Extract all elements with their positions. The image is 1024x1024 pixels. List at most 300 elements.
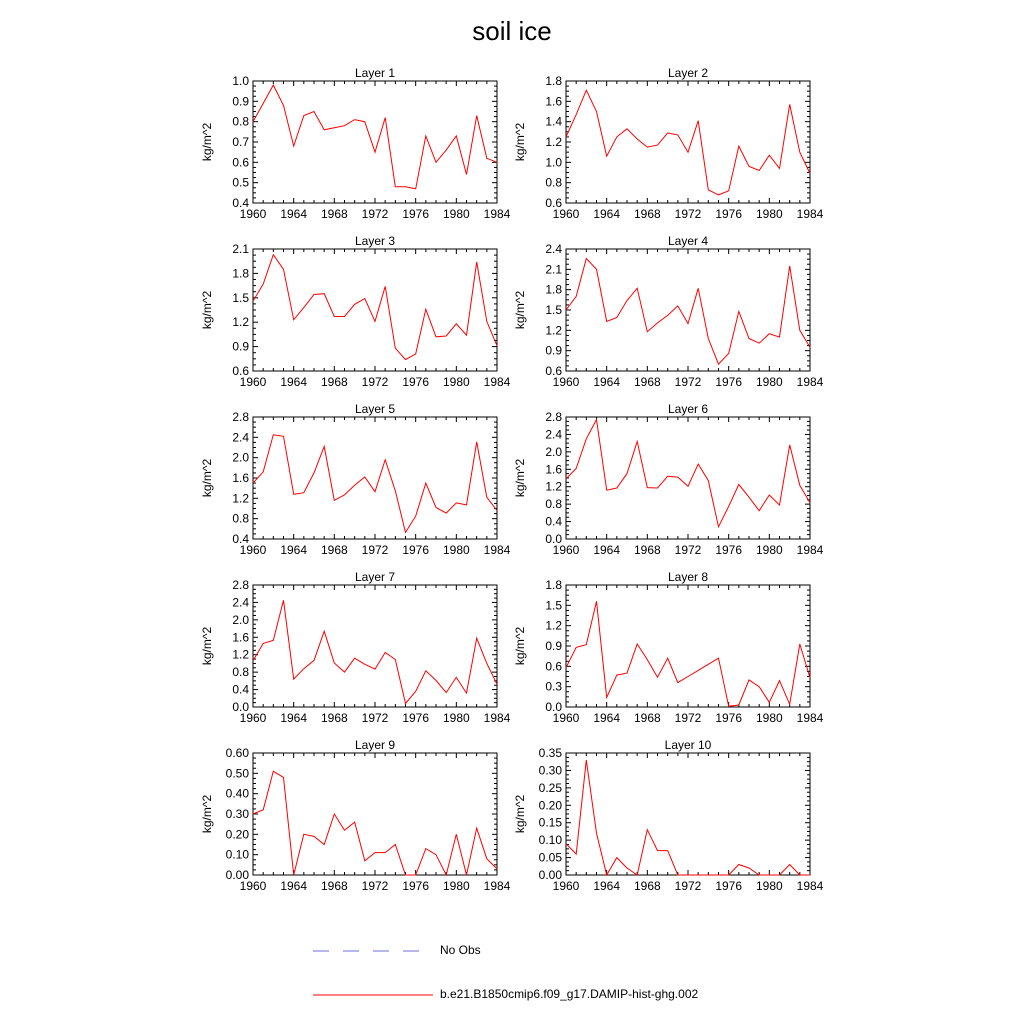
data-point	[758, 169, 760, 171]
data-point	[414, 690, 416, 692]
data-point	[565, 842, 567, 844]
y-axis-label: kg/m^2	[200, 794, 214, 834]
data-point	[343, 315, 345, 317]
data-point	[687, 874, 689, 876]
data-point	[272, 434, 274, 436]
data-point	[666, 314, 668, 316]
data-point	[292, 145, 294, 147]
data-point	[585, 257, 587, 259]
data-point	[697, 287, 699, 289]
y-tick-label: 1.2	[545, 135, 562, 149]
data-point	[455, 676, 457, 678]
series-line	[253, 435, 497, 533]
data-point	[656, 676, 658, 678]
x-tick-label: 1976	[715, 543, 743, 557]
y-tick-label: 2.8	[545, 410, 562, 424]
data-point	[303, 667, 305, 669]
x-tick-label: 1968	[633, 207, 661, 221]
data-point	[333, 315, 335, 317]
data-point	[585, 89, 587, 91]
data-point	[748, 867, 750, 869]
data-point	[575, 853, 577, 855]
y-tick-label: 1.8	[545, 74, 562, 88]
data-point	[748, 165, 750, 167]
data-point	[252, 482, 254, 484]
y-tick-label: 0.20	[538, 798, 562, 813]
y-tick-label: 1.5	[545, 598, 562, 613]
data-point	[313, 110, 315, 112]
y-tick-label: 1.8	[232, 266, 249, 281]
data-point	[626, 867, 628, 869]
data-point	[496, 683, 498, 685]
data-point	[585, 759, 587, 761]
y-tick-label: 0.9	[545, 343, 562, 358]
data-point	[758, 342, 760, 344]
x-tick-label: 1972	[674, 375, 702, 389]
panel-2	[513, 66, 824, 221]
panel-frame	[253, 81, 497, 203]
data-point	[666, 475, 668, 477]
data-point	[364, 120, 366, 122]
data-point	[353, 484, 355, 486]
data-point	[595, 600, 597, 602]
data-point	[788, 103, 790, 105]
data-point	[565, 309, 567, 311]
y-tick-label: 0.25	[538, 780, 562, 795]
data-point	[707, 337, 709, 339]
data-point	[748, 679, 750, 681]
series-line	[566, 90, 810, 195]
data-point	[465, 874, 467, 876]
data-point	[778, 504, 780, 506]
data-point	[333, 813, 335, 815]
data-point	[595, 268, 597, 270]
y-tick-label: 2.0	[545, 444, 562, 459]
data-point	[374, 151, 376, 153]
data-point	[455, 135, 457, 137]
x-tick-label: 1980	[755, 207, 783, 221]
y-tick-label: 0.40	[225, 786, 249, 801]
data-point	[475, 261, 477, 263]
data-point	[707, 479, 709, 481]
data-point	[565, 666, 567, 668]
data-point	[809, 874, 811, 876]
data-point	[646, 330, 648, 332]
data-point	[404, 186, 406, 188]
data-point	[677, 305, 679, 307]
y-tick-label: 2.8	[232, 410, 249, 424]
data-point	[496, 345, 498, 347]
series-line	[253, 600, 497, 703]
data-point	[666, 132, 668, 134]
data-point	[788, 703, 790, 705]
panel-frame	[253, 753, 497, 875]
x-tick-label: 1972	[361, 711, 389, 725]
series-line	[566, 760, 810, 875]
data-point	[455, 502, 457, 504]
data-point	[677, 874, 679, 876]
panel-title: Layer 9	[354, 738, 396, 752]
x-tick-label: 1964	[280, 207, 308, 221]
data-point	[585, 643, 587, 645]
x-tick-label: 1976	[715, 375, 743, 389]
data-point	[313, 835, 315, 837]
data-point	[262, 283, 264, 285]
data-point	[475, 441, 477, 443]
data-point	[656, 487, 658, 489]
data-point	[585, 438, 587, 440]
data-point	[809, 172, 811, 174]
data-point	[626, 128, 628, 130]
y-tick-label: 1.2	[545, 618, 562, 633]
data-point	[353, 821, 355, 823]
data-point	[364, 476, 366, 478]
data-point	[677, 476, 679, 478]
x-tick-label: 1960	[239, 543, 267, 557]
data-point	[435, 853, 437, 855]
data-point	[727, 505, 729, 507]
data-point	[656, 144, 658, 146]
x-tick-label: 1976	[715, 207, 743, 221]
x-tick-label: 1968	[633, 375, 661, 389]
data-point	[758, 509, 760, 511]
panel-frame	[566, 249, 810, 371]
x-tick-label: 1968	[633, 711, 661, 725]
data-point	[313, 659, 315, 661]
data-point	[727, 705, 729, 707]
data-point	[565, 136, 567, 138]
data-point	[455, 833, 457, 835]
x-tick-label: 1976	[402, 711, 430, 725]
x-tick-label: 1980	[442, 375, 470, 389]
x-tick-label: 1984	[483, 207, 511, 221]
data-point	[496, 868, 498, 870]
x-tick-label: 1960	[552, 879, 580, 893]
series-line	[253, 771, 497, 875]
panel-title: Layer 4	[667, 234, 709, 248]
data-point	[636, 874, 638, 876]
y-tick-label: 0.8	[545, 175, 562, 190]
x-tick-label: 1972	[674, 207, 702, 221]
x-tick-label: 1980	[442, 879, 470, 893]
y-tick-label: 0.35	[538, 746, 562, 760]
data-point	[616, 674, 618, 676]
data-point	[465, 334, 467, 336]
x-tick-label: 1964	[280, 375, 308, 389]
data-point	[707, 874, 709, 876]
series-line	[566, 259, 810, 365]
data-point	[262, 471, 264, 473]
data-point	[282, 599, 284, 601]
y-tick-label: 2.1	[232, 242, 249, 256]
data-point	[636, 643, 638, 645]
data-point	[425, 847, 427, 849]
data-point	[252, 300, 254, 302]
x-tick-label: 1968	[320, 543, 348, 557]
data-point	[303, 114, 305, 116]
panel-6	[513, 402, 824, 557]
y-tick-label: 1.6	[232, 471, 249, 485]
data-point	[364, 860, 366, 862]
data-point	[738, 310, 740, 312]
data-point	[727, 352, 729, 354]
data-point	[778, 336, 780, 338]
data-point	[486, 662, 488, 664]
x-tick-label: 1980	[442, 207, 470, 221]
x-tick-label: 1964	[593, 711, 621, 725]
y-tick-label: 1.5	[545, 303, 562, 317]
y-tick-label: 1.5	[232, 290, 249, 305]
legend-obs-label: No Obs	[440, 943, 481, 957]
data-point	[333, 662, 335, 664]
data-point	[435, 161, 437, 163]
data-point	[323, 293, 325, 295]
y-tick-label: 2.4	[232, 430, 249, 445]
data-point	[292, 678, 294, 680]
y-tick-label: 0.00	[538, 868, 562, 882]
x-tick-label: 1960	[552, 375, 580, 389]
x-tick-label: 1968	[320, 207, 348, 221]
panel-5	[200, 402, 511, 557]
data-point	[364, 663, 366, 665]
data-point	[738, 863, 740, 865]
data-point	[313, 472, 315, 474]
data-point	[414, 874, 416, 876]
data-point	[262, 809, 264, 811]
data-point	[565, 478, 567, 480]
data-point	[384, 116, 386, 118]
data-point	[697, 874, 699, 876]
y-tick-label: 0.10	[538, 833, 562, 848]
x-tick-label: 1976	[402, 543, 430, 557]
data-point	[262, 642, 264, 644]
data-point	[282, 104, 284, 106]
data-point	[799, 151, 801, 153]
data-point	[809, 677, 811, 679]
data-point	[323, 630, 325, 632]
y-tick-label: 1.2	[545, 479, 562, 494]
data-point	[595, 832, 597, 834]
data-point	[626, 472, 628, 474]
data-point	[486, 157, 488, 159]
x-tick-label: 1980	[442, 711, 470, 725]
x-tick-label: 1968	[320, 879, 348, 893]
y-axis-label: kg/m^2	[513, 122, 527, 162]
data-point	[687, 675, 689, 677]
data-point	[646, 486, 648, 488]
data-point	[323, 445, 325, 447]
data-point	[809, 502, 811, 504]
data-point	[496, 509, 498, 511]
panel-1	[200, 66, 511, 221]
data-point	[788, 863, 790, 865]
x-tick-label: 1972	[361, 879, 389, 893]
x-tick-label: 1980	[755, 543, 783, 557]
data-point	[799, 643, 801, 645]
y-tick-label: 0.60	[225, 746, 249, 760]
data-point	[414, 188, 416, 190]
data-point	[717, 657, 719, 659]
y-tick-label: 2.4	[545, 427, 562, 442]
data-point	[486, 496, 488, 498]
y-tick-label: 0.6	[545, 196, 562, 210]
data-point	[707, 189, 709, 191]
data-point	[425, 670, 427, 672]
data-point	[445, 149, 447, 151]
x-tick-label: 1984	[796, 711, 824, 725]
data-point	[394, 658, 396, 660]
data-point	[394, 347, 396, 349]
x-tick-label: 1972	[674, 711, 702, 725]
legend-model-label: b.e21.B1850cmip6.f09_g17.DAMIP-hist-ghg.002	[440, 987, 699, 1001]
data-point	[292, 319, 294, 321]
data-point	[394, 490, 396, 492]
data-point	[636, 440, 638, 442]
x-tick-label: 1980	[755, 375, 783, 389]
data-point	[768, 154, 770, 156]
y-tick-label: 1.2	[545, 323, 562, 338]
x-tick-label: 1984	[796, 207, 824, 221]
data-point	[778, 167, 780, 169]
data-point	[605, 696, 607, 698]
data-point	[636, 287, 638, 289]
panel-frame	[566, 585, 810, 707]
data-point	[646, 828, 648, 830]
y-tick-label: 1.6	[232, 630, 249, 645]
data-point	[445, 335, 447, 337]
y-axis-label: kg/m^2	[200, 122, 214, 162]
y-tick-label: 0.4	[232, 196, 249, 210]
y-tick-label: 0.00	[225, 868, 249, 882]
data-point	[626, 299, 628, 301]
data-point	[313, 293, 315, 295]
data-point	[394, 186, 396, 188]
data-point	[323, 843, 325, 845]
data-point	[374, 668, 376, 670]
panel-title: Layer 6	[667, 402, 709, 416]
data-point	[717, 526, 719, 528]
data-point	[364, 297, 366, 299]
data-point	[374, 851, 376, 853]
y-tick-label: 0.8	[232, 114, 249, 129]
data-point	[282, 776, 284, 778]
data-point	[748, 337, 750, 339]
data-point	[758, 685, 760, 687]
y-tick-label: 0.9	[232, 339, 249, 354]
data-point	[425, 308, 427, 310]
data-point	[272, 84, 274, 86]
data-point	[738, 483, 740, 485]
x-tick-label: 1984	[483, 879, 511, 893]
data-point	[677, 134, 679, 136]
data-point	[496, 161, 498, 163]
data-point	[616, 856, 618, 858]
y-tick-label: 0.10	[225, 847, 249, 862]
data-point	[384, 851, 386, 853]
data-point	[768, 494, 770, 496]
data-point	[465, 504, 467, 506]
y-tick-label: 1.6	[545, 94, 562, 109]
data-point	[758, 874, 760, 876]
data-point	[616, 136, 618, 138]
data-point	[486, 858, 488, 860]
y-tick-label: 1.0	[232, 74, 249, 88]
data-point	[333, 127, 335, 129]
data-point	[605, 155, 607, 157]
data-point	[425, 135, 427, 137]
data-point	[323, 129, 325, 131]
data-point	[272, 770, 274, 772]
x-tick-label: 1976	[402, 879, 430, 893]
x-tick-label: 1964	[280, 543, 308, 557]
data-point	[605, 320, 607, 322]
data-point	[646, 658, 648, 660]
y-tick-label: 0.30	[538, 763, 562, 778]
y-tick-label: 0.8	[232, 511, 249, 526]
x-tick-label: 1968	[633, 543, 661, 557]
x-tick-label: 1976	[402, 375, 430, 389]
data-point	[717, 363, 719, 365]
data-point	[272, 639, 274, 641]
x-tick-label: 1960	[239, 375, 267, 389]
data-point	[575, 467, 577, 469]
data-point	[282, 435, 284, 437]
data-point	[455, 323, 457, 325]
y-tick-label: 0.0	[232, 700, 249, 714]
x-tick-label: 1972	[361, 207, 389, 221]
data-point	[404, 531, 406, 533]
data-point	[778, 679, 780, 681]
data-point	[384, 459, 386, 461]
data-point	[768, 874, 770, 876]
y-tick-label: 1.8	[545, 282, 562, 297]
data-point	[343, 494, 345, 496]
panel-title: Layer 1	[354, 66, 396, 80]
panel-frame	[566, 81, 810, 203]
panel-frame	[253, 417, 497, 539]
y-tick-label: 0.50	[225, 766, 249, 781]
y-tick-label: 2.4	[545, 242, 562, 256]
data-point	[394, 843, 396, 845]
data-point	[445, 512, 447, 514]
data-point	[677, 681, 679, 683]
x-tick-label: 1968	[320, 375, 348, 389]
data-point	[425, 482, 427, 484]
x-tick-label: 1964	[593, 879, 621, 893]
data-point	[333, 499, 335, 501]
y-tick-label: 0.9	[545, 639, 562, 653]
y-tick-label: 1.2	[232, 647, 249, 662]
data-point	[404, 358, 406, 360]
data-point	[414, 515, 416, 517]
data-point	[303, 306, 305, 308]
data-point	[605, 489, 607, 491]
data-point	[343, 829, 345, 831]
series-line	[566, 601, 810, 706]
y-tick-label: 0.8	[545, 497, 562, 512]
y-tick-label: 2.0	[232, 450, 249, 465]
data-point	[687, 151, 689, 153]
data-point	[486, 320, 488, 322]
data-point	[435, 506, 437, 508]
data-point	[575, 113, 577, 115]
data-point	[788, 444, 790, 446]
data-point	[404, 702, 406, 704]
data-point	[343, 671, 345, 673]
data-point	[252, 660, 254, 662]
data-point	[343, 125, 345, 127]
y-tick-label: 0.5	[232, 175, 249, 190]
